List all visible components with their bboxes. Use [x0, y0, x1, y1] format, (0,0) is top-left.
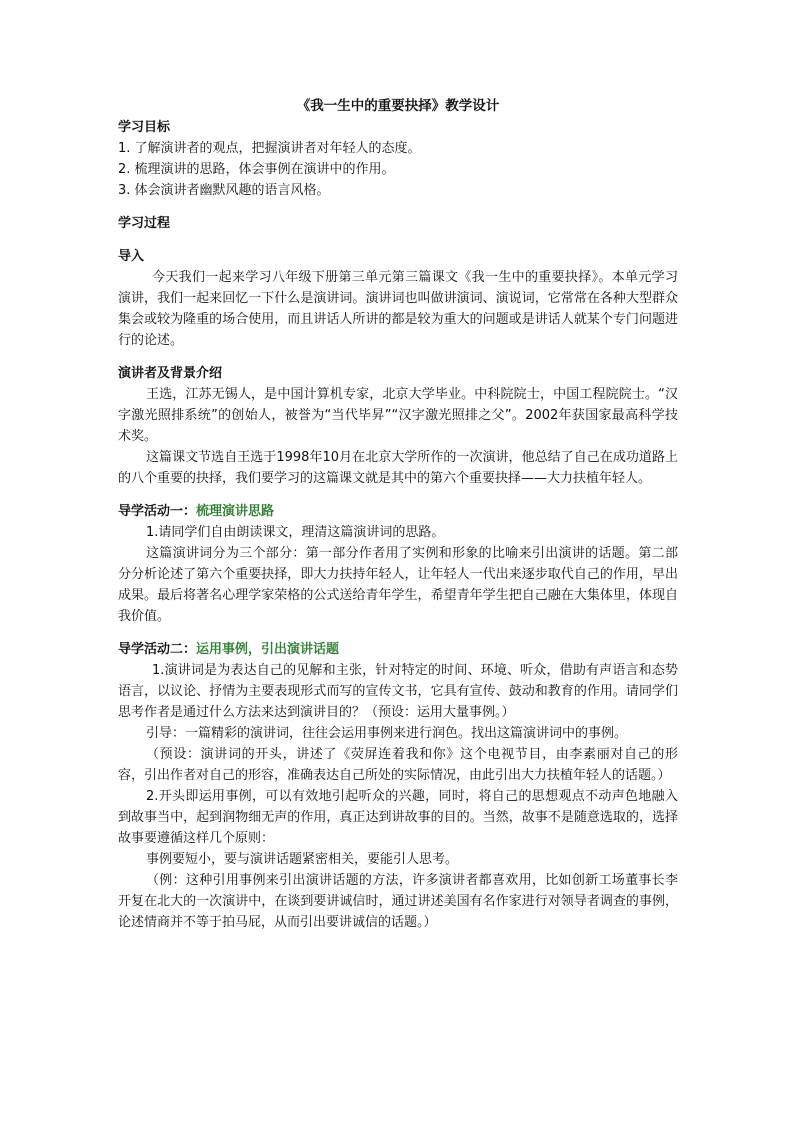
activity2-example: （例：这种引用事例来引出演讲话题的方法，许多演讲者都喜欢用，比如创新工场董事长李开复在北大的一次演讲中，在谈到要讲诚信时，通过讲述美国有名作家进行对领导者调查的事例，论述情商并不等于拍马屁，从而引出要讲诚信的话题。） — [118, 873, 678, 930]
intro-paragraph: 今天我们一起来学习八年级下册第三单元第三篇课文《我一生中的重要抉择》。本单元学习演讲，我们一起来回忆一下什么是演讲词。演讲词也叫做讲演词、演说词，它常常在各种大型群众集会或较为隆重的场合使用，而且讲话人所讲的都是较为重大的问题或是讲话人就某个专门问题进行的论述。 — [118, 270, 678, 348]
activity2-preset: （预设：演讲词的开头，讲述了《荧屏连着我和你》这个电视节目，由李素丽对自己的形容，引出作者对自己的形容，准确表达自己所处的实际情况，由此引出大力扶植年轻人的话题。） — [118, 747, 678, 783]
activity2-guide: 引导：一篇精彩的演讲词，往往会运用事例来进行润色。找出这篇演讲词中的事例。 — [146, 726, 628, 741]
process-heading: 学习过程 — [118, 216, 171, 231]
activity2-label: 导学活动二： — [118, 642, 197, 657]
goals-heading: 学习目标 — [118, 120, 171, 135]
document-body — [118, 96, 678, 933]
document-title: 《我一生中的重要抉择》教学设计 — [296, 98, 500, 114]
activity1-heading — [118, 501, 678, 522]
background-paragraph-2: 这篇课文节选自王选于1998年10月在北京大学所作的一次演讲，他总结了自己在成功道路上的八个重要的抉择，我们要学习的这篇课文就是其中的第六个重要抉择——大力扶植年轻人。 — [118, 450, 678, 486]
intro-heading: 导入 — [118, 249, 145, 264]
background-heading: 演讲者及背景介绍 — [118, 366, 223, 381]
activity1-topic: 梳理演讲思路 — [196, 504, 275, 519]
activity1-question: 1.请同学们自由朗读课文，理清这篇演讲词的思路。 — [146, 525, 445, 540]
activity2-heading — [118, 639, 678, 660]
background-paragraph-1: 王选，江苏无锡人，是中国计算机专家，北京大学毕业。中科院院士，中国工程院院士。“汉字激光照排系统”的创始人，被誉为“当代毕昇”“汉字激光照排之父”。2002年获国家最高科学技术奖。 — [118, 387, 678, 444]
activity2-topic: 运用事例，引出演讲话题 — [196, 642, 340, 657]
activity1-answer: 这篇演讲词分为三个部分：第一部分作者用了实例和形象的比喻来引出演讲的话题。第二部分分析论述了第六个重要抉择，即大力扶持年轻人，让年轻人一代出来逐步取代自己的作用，早出成果。最后将著名心理学家荣格的公式送给青年学生，希望青年学生把自己融在大集体里，体现自我价值。 — [118, 546, 678, 624]
activity2-question-2: 2.开头即运用事例，可以有效地引起听众的兴趣，同时，将自己的思想观点不动声色地融入到故事当中，起到润物细无声的作用，真正达到讲故事的目的。当然，故事不是随意选取的，选择故事要遵循这样几个原则： — [118, 789, 678, 846]
activity2-question-1: 1.演讲词是为表达自己的见解和主张，针对特定的时间、环境、听众，借助有声语言和态势语言，以议论、抒情为主要表现形式而写的宣传文书，它具有宣传、鼓动和教育的作用。请同学们思考作者是通过什么方法来达到演讲目的？（预设：运用大量事例。） — [118, 663, 678, 720]
activity1-label: 导学活动一： — [118, 504, 197, 519]
goals-list — [118, 138, 678, 201]
activity2-rule: 事例要短小，要与演讲话题紧密相关，要能引人思考。 — [146, 852, 459, 867]
goal-item: 1. 了解演讲者的观点，把握演讲者对年轻人的态度。 — [118, 141, 421, 156]
goal-item: 3. 体会演讲者幽默风趣的语言风格。 — [118, 183, 330, 198]
goal-item: 2. 梳理演讲的思路，体会事例在演讲中的作用。 — [118, 162, 395, 177]
